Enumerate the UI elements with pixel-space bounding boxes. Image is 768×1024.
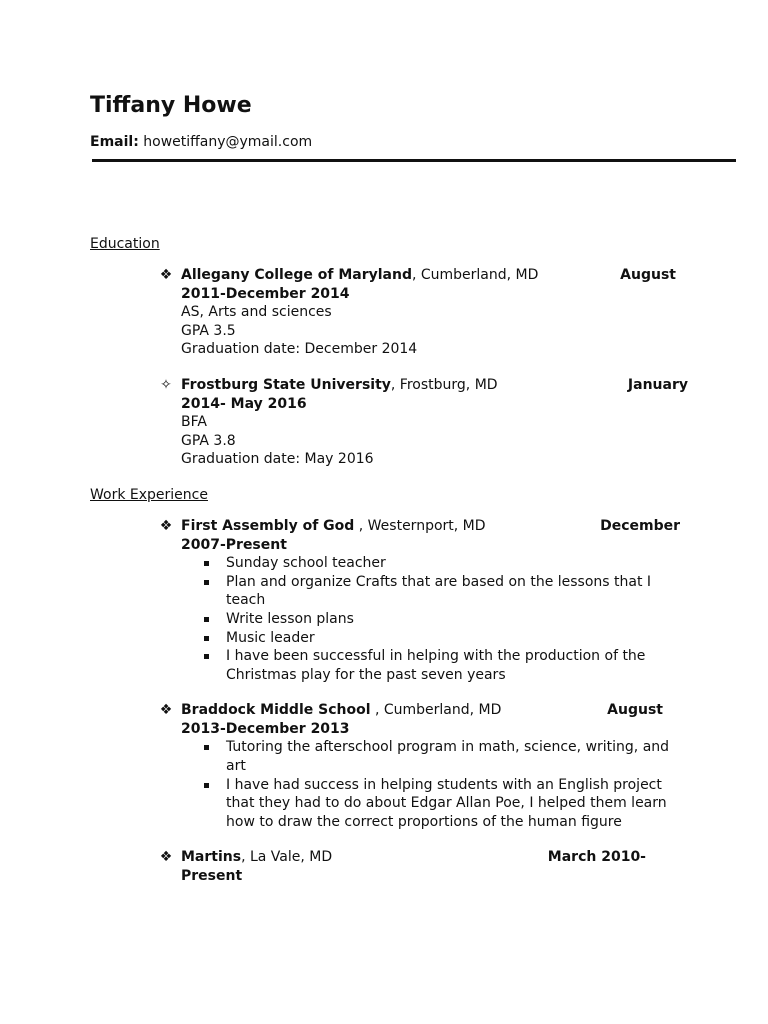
education-heading: Education bbox=[90, 236, 160, 252]
entry-dates-start: December bbox=[600, 517, 680, 534]
square-bullet-icon bbox=[204, 636, 209, 641]
square-bullet-icon bbox=[204, 654, 209, 659]
email-line bbox=[90, 132, 312, 152]
entry-location: , La Vale, MD bbox=[241, 849, 333, 866]
entry-dates-end: 2007-Present bbox=[181, 536, 287, 553]
entry-dates-end: 2011-December 2014 bbox=[181, 285, 350, 302]
list-item bbox=[226, 573, 676, 610]
education-entry bbox=[160, 376, 688, 469]
work-experience-heading: Work Experience bbox=[90, 486, 208, 503]
entry-location: , Cumberland, MD bbox=[370, 702, 502, 719]
entry-detail: Graduation date: May 2016 bbox=[181, 451, 374, 468]
work-entry bbox=[159, 517, 680, 684]
list-item bbox=[226, 776, 676, 832]
duty-text: Sunday school teacher bbox=[226, 555, 386, 572]
entry-org: Martins bbox=[181, 849, 242, 866]
email-value[interactable]: howetiffany@ymail.com bbox=[143, 134, 313, 150]
entry-header bbox=[181, 517, 680, 536]
duty-text: Plan and organize Crafts that are based on the lessons that I teach bbox=[226, 573, 652, 609]
square-bullet-icon bbox=[204, 783, 209, 788]
entry-org: Frostburg State University bbox=[181, 376, 391, 393]
duty-text: Tutoring the afterschool program in math, science, writing, and art bbox=[226, 739, 670, 775]
entry-header bbox=[181, 376, 688, 395]
square-bullet-icon bbox=[204, 561, 209, 566]
list-item bbox=[226, 554, 676, 573]
entry-location: , Frostburg, MD bbox=[390, 376, 498, 393]
entry-detail: GPA 3.5 bbox=[181, 322, 236, 339]
entry-location: , Westernport, MD bbox=[354, 517, 486, 534]
entry-detail: BFA bbox=[181, 414, 207, 431]
list-item bbox=[226, 647, 676, 684]
entry-location: , Cumberland, MD bbox=[411, 267, 539, 283]
entry-dates-start: August bbox=[607, 702, 663, 719]
entry-detail: Graduation date: December 2014 bbox=[181, 341, 418, 358]
work-entry bbox=[159, 848, 676, 885]
entry-detail: AS, Arts and sciences bbox=[181, 304, 332, 321]
entry-header bbox=[181, 701, 676, 720]
entry-dates-start: March 2010- bbox=[547, 849, 646, 866]
entry-dates-start: August bbox=[620, 267, 676, 283]
entry-header bbox=[181, 266, 676, 285]
entry-org: First Assembly of God bbox=[181, 517, 355, 534]
candidate-name: Tiffany Howe bbox=[90, 93, 252, 118]
square-bullet-icon bbox=[204, 745, 209, 750]
duties-list bbox=[181, 554, 676, 684]
entry-org: Braddock Middle School bbox=[181, 702, 371, 719]
resume-body bbox=[90, 235, 690, 903]
list-item bbox=[226, 610, 676, 629]
education-entry bbox=[159, 266, 676, 359]
entry-dates-end: 2014- May 2016 bbox=[181, 395, 307, 412]
list-item bbox=[226, 738, 676, 775]
entry-dates-start: January bbox=[627, 376, 688, 393]
diamond-outline-bullet-icon: ✧ bbox=[160, 376, 172, 393]
entry-dates-end: Present bbox=[181, 868, 243, 885]
work-entry bbox=[159, 701, 676, 831]
entry-org: Allegany College of Maryland bbox=[181, 267, 412, 283]
email-label: Email: bbox=[90, 134, 139, 150]
square-bullet-icon bbox=[204, 617, 209, 622]
entry-detail: GPA 3.8 bbox=[181, 432, 236, 449]
diamond-bullet-icon: ❖ bbox=[159, 849, 173, 866]
square-bullet-icon bbox=[204, 580, 209, 585]
duty-text: Write lesson plans bbox=[226, 610, 354, 627]
diamond-bullet-icon: ❖ bbox=[159, 267, 173, 283]
entry-dates-end: 2013-December 2013 bbox=[181, 720, 350, 737]
header-divider bbox=[92, 159, 736, 162]
diamond-bullet-icon: ❖ bbox=[159, 702, 173, 719]
duties-list bbox=[181, 738, 676, 831]
duty-text: I have had success in helping students with an English project that they had to do about Edgar Allan Poe, I helped them learn how to draw the correct proportions of the human figure bbox=[226, 776, 667, 830]
duty-text: Music leader bbox=[226, 629, 315, 646]
duty-text: I have been successful in helping with the production of the Christmas play for the past seven years bbox=[226, 648, 646, 683]
entry-header bbox=[181, 848, 676, 867]
list-item bbox=[226, 629, 676, 648]
diamond-bullet-icon: ❖ bbox=[159, 517, 173, 534]
